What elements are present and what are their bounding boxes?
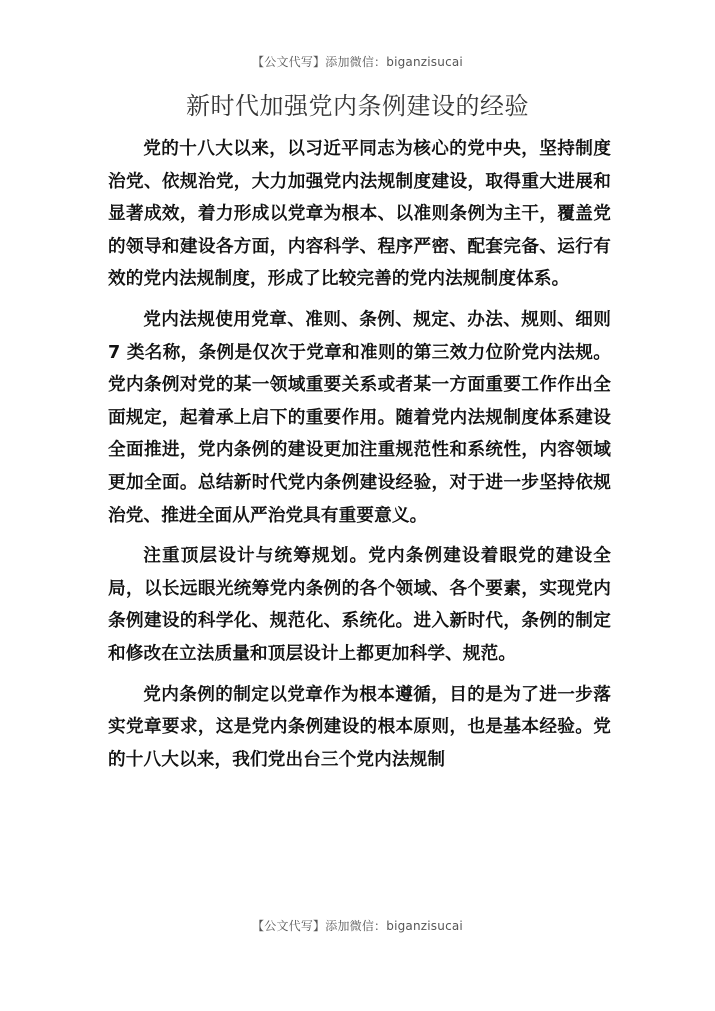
document-body (108, 133, 611, 784)
paragraph-2: 党内法规使用党章、准则、条例、规定、办法、规则、细则 7 类名称，条例是仅次于党章和准则的第三效力位阶党内法规。党内条例对党的某一领域重要关系或者某一方面重要工作作出全面规定，起着承上启下的重要作用。随着党内法规制度体系建设全面推进，党内条例的建设更加注重规范性和系统性，内容领域更加全面。总结新时代党内条例建设经验，对于进一步坚持依规治党、推进全面从严治党具有重要意义。 (108, 309, 611, 526)
paragraph-3: 注重顶层设计与统筹规划。党内条例建设着眼党的建设全局，以长远眼光统筹党内条例的各个领域、各个要素，实现党内条例建设的科学化、规范化、系统化。进入新时代，条例的制定和修改在立法质量和顶层设计上都更加科学、规范。 (108, 546, 611, 664)
header-watermark-note: 【公文代写】添加微信：biganzisucai (252, 55, 463, 69)
footer-watermark-note: 【公文代写】添加微信：biganzisucai (252, 919, 463, 933)
document-title: 新时代加强党内条例建设的经验 (186, 92, 529, 120)
paragraph-1: 党的十八大以来，以习近平同志为核心的党中央，坚持制度治党、依规治党，大力加强党内法规制度建设，取得重大进展和显著成效，着力形成以党章为根本、以准则条例为主干，覆盖党的领导和建设各方面，内容科学、程序严密、配套完备、运行有效的党内法规制度，形成了比较完善的党内法规制度体系。 (108, 139, 611, 290)
paragraph-4: 党内条例的制定以党章作为根本遵循，目的是为了进一步落实党章要求，这是党内条例建设的根本原则，也是基本经验。党的十八大以来，我们党出台三个党内法规制 (108, 684, 611, 770)
